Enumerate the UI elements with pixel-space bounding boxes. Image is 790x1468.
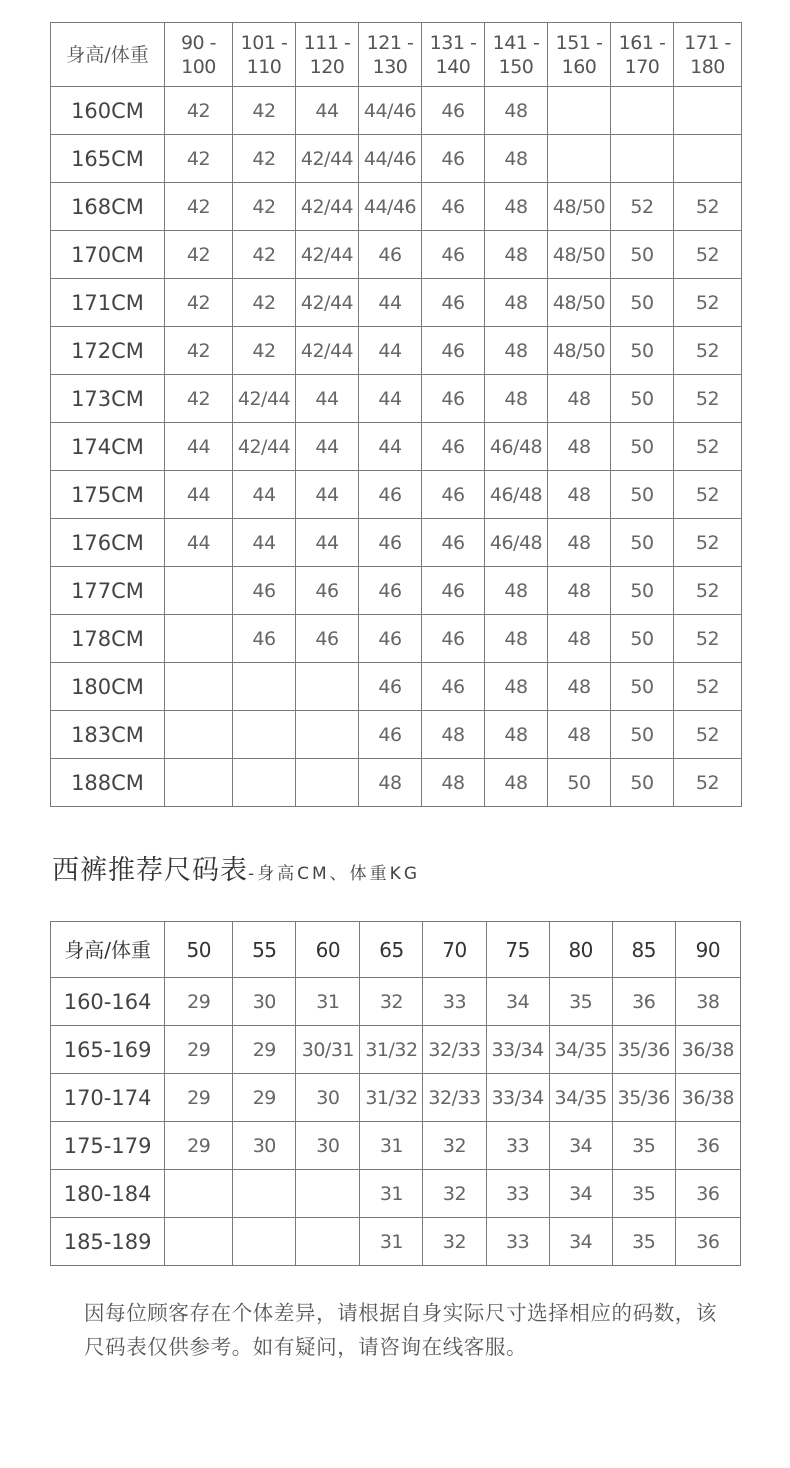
size-cell — [296, 1218, 360, 1266]
table-row — [51, 375, 742, 423]
table-row — [51, 231, 742, 279]
size-cell: 48 — [548, 663, 611, 711]
size-cell: 46 — [233, 567, 296, 615]
size-cell: 48 — [548, 615, 611, 663]
size-cell: 46 — [359, 519, 422, 567]
size-cell — [165, 711, 233, 759]
size-cell: 52 — [611, 183, 674, 231]
size-cell: 46 — [422, 471, 485, 519]
row-header: 188CM — [51, 759, 165, 807]
row-header: 160CM — [51, 87, 165, 135]
size-cell: 48 — [485, 663, 548, 711]
size-cell: 46 — [422, 327, 485, 375]
size-cell: 29 — [233, 1026, 296, 1074]
table-row — [51, 1170, 741, 1218]
size-cell — [296, 759, 359, 807]
size-cell: 52 — [674, 183, 742, 231]
size-cell — [165, 759, 233, 807]
row-header: 180CM — [51, 663, 165, 711]
size-cell: 48/50 — [548, 183, 611, 231]
size-cell: 48/50 — [548, 231, 611, 279]
column-header: 111 - 120 — [296, 23, 359, 87]
size-cell: 48 — [548, 519, 611, 567]
header-row — [51, 23, 742, 87]
size-cell: 52 — [674, 567, 742, 615]
size-cell: 52 — [674, 423, 742, 471]
size-cell: 35 — [612, 1122, 675, 1170]
column-header: 70 — [423, 922, 486, 978]
size-cell: 52 — [674, 519, 742, 567]
size-cell: 52 — [674, 327, 742, 375]
size-cell: 32 — [360, 978, 423, 1026]
size-cell: 44 — [165, 519, 233, 567]
size-cell: 42 — [165, 375, 233, 423]
row-header: 165-169 — [51, 1026, 165, 1074]
size-cell: 33/34 — [486, 1074, 549, 1122]
size-cell: 48 — [548, 567, 611, 615]
size-cell: 35 — [612, 1218, 675, 1266]
size-cell: 50 — [548, 759, 611, 807]
size-cell: 48 — [485, 615, 548, 663]
size-cell: 42/44 — [233, 423, 296, 471]
size-cell: 46 — [359, 231, 422, 279]
size-cell: 48 — [485, 711, 548, 759]
size-cell: 44 — [165, 423, 233, 471]
size-cell: 44 — [165, 471, 233, 519]
size-cell: 42 — [233, 231, 296, 279]
size-cell: 48 — [485, 375, 548, 423]
size-cell: 46 — [422, 87, 485, 135]
size-cell: 44/46 — [359, 135, 422, 183]
size-cell — [296, 711, 359, 759]
size-cell: 38 — [675, 978, 740, 1026]
size-cell: 50 — [611, 423, 674, 471]
row-header: 177CM — [51, 567, 165, 615]
table-row — [51, 759, 742, 807]
size-cell: 34/35 — [549, 1026, 612, 1074]
size-cell: 31 — [360, 1122, 423, 1170]
size-cell: 44 — [296, 423, 359, 471]
size-cell: 44 — [296, 471, 359, 519]
table-row — [51, 327, 742, 375]
size-cell: 29 — [165, 978, 233, 1026]
size-cell — [165, 615, 233, 663]
size-cell: 50 — [611, 327, 674, 375]
size-cell: 44 — [359, 423, 422, 471]
row-header: 168CM — [51, 183, 165, 231]
size-cell: 48 — [485, 759, 548, 807]
size-cell: 29 — [233, 1074, 296, 1122]
row-header: 173CM — [51, 375, 165, 423]
size-cell — [233, 663, 296, 711]
size-cell: 52 — [674, 759, 742, 807]
size-cell — [165, 567, 233, 615]
size-cell: 46 — [422, 279, 485, 327]
table-row — [51, 423, 742, 471]
size-cell: 31/32 — [360, 1026, 423, 1074]
size-cell — [165, 663, 233, 711]
size-cell: 42 — [165, 183, 233, 231]
size-cell: 36/38 — [675, 1074, 740, 1122]
size-cell: 52 — [674, 615, 742, 663]
table-row — [51, 711, 742, 759]
size-cell: 48 — [548, 423, 611, 471]
size-cell: 50 — [611, 279, 674, 327]
header-row — [51, 922, 741, 978]
size-cell: 42 — [233, 87, 296, 135]
size-cell: 33/34 — [486, 1026, 549, 1074]
size-cell: 48 — [485, 327, 548, 375]
size-disclaimer-note: 因每位顾客存在个体差异，请根据自身实际尺寸选择相应的码数，该尺码表仅供参考。如有疑问，请咨询在线客服。 — [84, 1301, 717, 1359]
size-cell: 42 — [165, 135, 233, 183]
size-cell: 44/46 — [359, 87, 422, 135]
size-cell: 52 — [674, 231, 742, 279]
table-row — [51, 519, 742, 567]
size-cell: 44 — [233, 471, 296, 519]
row-header: 170-174 — [51, 1074, 165, 1122]
size-cell: 46 — [422, 183, 485, 231]
size-cell: 46 — [296, 567, 359, 615]
size-cell: 36 — [675, 1218, 740, 1266]
size-cell: 44 — [296, 375, 359, 423]
size-cell: 52 — [674, 663, 742, 711]
size-cell: 34 — [549, 1122, 612, 1170]
table-row — [51, 567, 742, 615]
size-cell: 29 — [165, 1074, 233, 1122]
section-subtitle: -身高CM、体重KG — [248, 864, 420, 884]
size-cell: 34/35 — [549, 1074, 612, 1122]
table-row — [51, 1026, 741, 1074]
size-cell: 46 — [359, 567, 422, 615]
size-cell: 34 — [549, 1218, 612, 1266]
column-header: 141 - 150 — [485, 23, 548, 87]
size-cell: 44 — [296, 519, 359, 567]
size-cell: 50 — [611, 615, 674, 663]
size-cell: 46 — [359, 711, 422, 759]
size-cell: 50 — [611, 567, 674, 615]
corner-header: 身高/体重 — [51, 23, 165, 87]
size-cell: 46 — [422, 423, 485, 471]
size-cell: 32/33 — [423, 1074, 486, 1122]
size-cell: 44 — [359, 327, 422, 375]
column-header: 55 — [233, 922, 296, 978]
size-cell: 31 — [296, 978, 360, 1026]
size-cell: 46 — [296, 615, 359, 663]
size-cell: 34 — [486, 978, 549, 1026]
size-cell: 42 — [165, 327, 233, 375]
size-cell: 48 — [485, 567, 548, 615]
row-header: 183CM — [51, 711, 165, 759]
size-cell: 31/32 — [360, 1074, 423, 1122]
size-cell: 33 — [486, 1170, 549, 1218]
size-cell: 50 — [611, 471, 674, 519]
size-cell: 36 — [675, 1122, 740, 1170]
size-cell: 42/44 — [296, 231, 359, 279]
column-header: 121 - 130 — [359, 23, 422, 87]
column-header: 171 - 180 — [674, 23, 742, 87]
size-cell: 30/31 — [296, 1026, 360, 1074]
table-row — [51, 87, 742, 135]
size-cell — [165, 1218, 233, 1266]
size-cell: 50 — [611, 711, 674, 759]
size-cell: 44 — [359, 375, 422, 423]
size-cell: 46 — [359, 663, 422, 711]
table-row — [51, 615, 742, 663]
column-header: 50 — [165, 922, 233, 978]
row-header: 171CM — [51, 279, 165, 327]
size-cell: 46/48 — [485, 423, 548, 471]
pants-size-table-title — [52, 848, 420, 887]
table-row — [51, 135, 742, 183]
table-row — [51, 279, 742, 327]
table-row — [51, 183, 742, 231]
size-cell: 33 — [486, 1218, 549, 1266]
size-cell: 35/36 — [612, 1074, 675, 1122]
size-cell: 32/33 — [423, 1026, 486, 1074]
size-cell: 48 — [422, 759, 485, 807]
size-cell — [233, 1170, 296, 1218]
size-cell: 42 — [165, 87, 233, 135]
table-row — [51, 1074, 741, 1122]
size-cell: 46 — [422, 663, 485, 711]
size-cell: 46 — [233, 615, 296, 663]
size-cell — [674, 87, 742, 135]
size-cell: 46 — [359, 615, 422, 663]
row-header: 165CM — [51, 135, 165, 183]
table-row — [51, 1218, 741, 1266]
size-cell: 50 — [611, 759, 674, 807]
column-header: 101 - 110 — [233, 23, 296, 87]
size-cell: 42/44 — [233, 375, 296, 423]
column-header: 90 — [675, 922, 740, 978]
size-cell: 44 — [296, 87, 359, 135]
size-cell: 46 — [422, 519, 485, 567]
size-cell: 31 — [360, 1218, 423, 1266]
size-cell: 52 — [674, 471, 742, 519]
size-cell — [233, 711, 296, 759]
size-cell: 46 — [422, 615, 485, 663]
row-header: 160-164 — [51, 978, 165, 1026]
size-cell: 44/46 — [359, 183, 422, 231]
size-cell: 42 — [233, 183, 296, 231]
size-cell — [165, 1170, 233, 1218]
size-cell: 50 — [611, 663, 674, 711]
size-cell: 30 — [296, 1122, 360, 1170]
size-cell: 46 — [422, 231, 485, 279]
row-header: 185-189 — [51, 1218, 165, 1266]
row-header: 180-184 — [51, 1170, 165, 1218]
size-cell: 46 — [422, 567, 485, 615]
size-cell — [548, 87, 611, 135]
column-header: 161 - 170 — [611, 23, 674, 87]
size-cell: 42/44 — [296, 183, 359, 231]
size-cell: 42 — [233, 327, 296, 375]
size-cell: 33 — [423, 978, 486, 1026]
size-cell — [611, 87, 674, 135]
size-cell: 32 — [423, 1122, 486, 1170]
size-cell: 42/44 — [296, 279, 359, 327]
jacket-size-table — [50, 22, 742, 807]
size-cell: 32 — [423, 1170, 486, 1218]
size-cell — [233, 759, 296, 807]
size-cell: 42/44 — [296, 327, 359, 375]
size-cell: 48 — [548, 471, 611, 519]
row-header: 175CM — [51, 471, 165, 519]
size-cell: 48/50 — [548, 279, 611, 327]
column-header: 131 - 140 — [422, 23, 485, 87]
size-cell: 36/38 — [675, 1026, 740, 1074]
column-header: 60 — [296, 922, 360, 978]
size-cell — [296, 663, 359, 711]
row-header: 172CM — [51, 327, 165, 375]
size-cell: 48 — [485, 87, 548, 135]
size-cell: 29 — [165, 1026, 233, 1074]
row-header: 178CM — [51, 615, 165, 663]
corner-header: 身高/体重 — [51, 922, 165, 978]
size-cell: 44 — [359, 279, 422, 327]
size-cell: 32 — [423, 1218, 486, 1266]
size-cell: 30 — [296, 1074, 360, 1122]
size-cell: 52 — [674, 711, 742, 759]
size-cell: 48 — [485, 279, 548, 327]
size-cell: 35 — [549, 978, 612, 1026]
size-cell: 46/48 — [485, 519, 548, 567]
column-header: 90 - 100 — [165, 23, 233, 87]
row-header: 174CM — [51, 423, 165, 471]
size-cell — [296, 1170, 360, 1218]
size-cell: 48 — [485, 231, 548, 279]
size-cell — [233, 1218, 296, 1266]
size-cell: 36 — [612, 978, 675, 1026]
size-cell: 48 — [548, 375, 611, 423]
table-row — [51, 1122, 741, 1170]
row-header: 170CM — [51, 231, 165, 279]
size-cell: 34 — [549, 1170, 612, 1218]
table-row — [51, 978, 741, 1026]
size-cell: 30 — [233, 978, 296, 1026]
size-cell: 42 — [233, 135, 296, 183]
size-cell: 52 — [674, 279, 742, 327]
size-cell: 48 — [485, 135, 548, 183]
column-header: 65 — [360, 922, 423, 978]
size-cell — [674, 135, 742, 183]
table-row — [51, 471, 742, 519]
size-cell: 30 — [233, 1122, 296, 1170]
size-cell: 31 — [360, 1170, 423, 1218]
size-cell: 42 — [165, 279, 233, 327]
row-header: 176CM — [51, 519, 165, 567]
column-header: 75 — [486, 922, 549, 978]
size-cell: 48 — [359, 759, 422, 807]
size-cell: 35 — [612, 1170, 675, 1218]
table-row — [51, 663, 742, 711]
column-header: 80 — [549, 922, 612, 978]
size-cell: 42 — [165, 231, 233, 279]
size-cell: 50 — [611, 375, 674, 423]
size-cell: 29 — [165, 1122, 233, 1170]
size-cell: 52 — [674, 375, 742, 423]
size-cell: 48/50 — [548, 327, 611, 375]
size-cell: 46 — [359, 471, 422, 519]
size-cell: 35/36 — [612, 1026, 675, 1074]
size-cell: 48 — [422, 711, 485, 759]
size-cell: 46 — [422, 135, 485, 183]
section-title: 西裤推荐尺码表 — [52, 855, 248, 886]
size-cell: 50 — [611, 519, 674, 567]
column-header: 151 - 160 — [548, 23, 611, 87]
size-cell — [611, 135, 674, 183]
pants-size-table — [50, 921, 741, 1266]
size-cell — [548, 135, 611, 183]
column-header: 85 — [612, 922, 675, 978]
row-header: 175-179 — [51, 1122, 165, 1170]
size-cell: 42 — [233, 279, 296, 327]
size-cell: 46 — [422, 375, 485, 423]
size-cell: 33 — [486, 1122, 549, 1170]
size-cell: 46/48 — [485, 471, 548, 519]
size-cell: 48 — [548, 711, 611, 759]
size-cell: 48 — [485, 183, 548, 231]
size-cell: 42/44 — [296, 135, 359, 183]
size-cell: 50 — [611, 231, 674, 279]
size-cell: 36 — [675, 1170, 740, 1218]
size-cell: 44 — [233, 519, 296, 567]
